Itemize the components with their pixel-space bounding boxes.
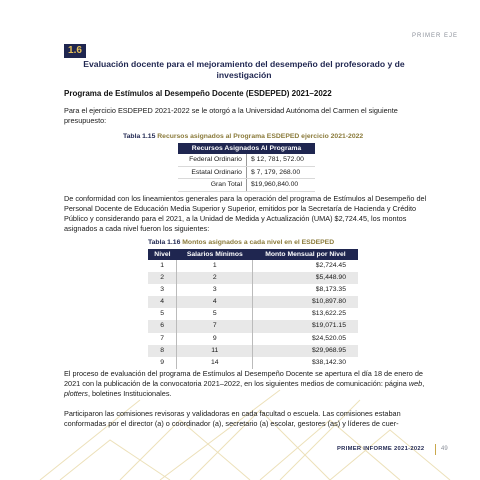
table-2-caption bbox=[148, 239, 334, 246]
process-text-end: , boletines Institucionales. bbox=[87, 389, 172, 398]
table-row bbox=[148, 320, 358, 332]
cell-nivel: 6 bbox=[148, 320, 177, 332]
levels-table bbox=[148, 249, 358, 369]
paragraph-guidelines: De conformidad con los lineamientos generales para la operación del programa de Estímulos al Desempeño del Personal Docente de Educación Media Superior y Superior, emitidos por la Secretaría de Hacienda y Crédito Público y considerando para el 2021, a la Unidad de Medida y Actualización (UMA) $2,724.45, los montos asignados a cada nivel fueron los siguientes: bbox=[64, 194, 427, 233]
process-text-web: web bbox=[408, 379, 423, 388]
resource-value: $ 12, 781, 572.00 bbox=[246, 154, 315, 166]
table-row bbox=[178, 166, 315, 179]
subsection-title: Programa de Estímulos al Desempeño Docente (ESDEPED) 2021–2022 bbox=[64, 89, 332, 98]
section-number-badge: 1.6 bbox=[64, 44, 86, 58]
cell-monto: $29,968.95 bbox=[253, 345, 358, 357]
cell-monto: $24,520.05 bbox=[311, 334, 346, 342]
paragraph-budget-intro: Para el ejercicio ESDEPED 2021-2022 se le otorgó a la Universidad Autónoma del Carmen el siguiente presupuesto: bbox=[64, 106, 398, 125]
page-number: 49 bbox=[441, 446, 448, 452]
cell-salarios: 7 bbox=[177, 320, 253, 332]
table-1-caption-text: Recursos asignados al Programa ESDEPED ejercicio 2021-2022 bbox=[157, 133, 364, 140]
cell-nivel: 4 bbox=[148, 296, 177, 308]
cell-nivel: 1 bbox=[148, 260, 177, 272]
table-row bbox=[178, 154, 315, 166]
running-header: PRIMER EJE bbox=[411, 33, 458, 39]
table-row bbox=[178, 179, 315, 192]
levels-col-nivel: Nivel bbox=[148, 249, 177, 260]
resource-label: Estatal Ordinario bbox=[178, 166, 246, 179]
resources-table bbox=[178, 143, 315, 192]
cell-salarios: 4 bbox=[177, 296, 253, 308]
cell-monto: $19,071.15 bbox=[253, 320, 358, 332]
footer-separator bbox=[435, 444, 436, 455]
cell-salarios: 2 bbox=[177, 272, 253, 284]
cell-salarios: 9 bbox=[177, 333, 253, 345]
footer-label: PRIMER INFORME 2021-2022 bbox=[337, 446, 425, 452]
table-2-caption-text: Montos asignados a cada nivel en el ESDEPED bbox=[182, 239, 335, 246]
cell-monto: $5,448.90 bbox=[253, 272, 358, 284]
resources-table-header: Recursos Asignados Al Programa bbox=[178, 143, 315, 154]
table-row bbox=[148, 284, 358, 296]
table-row bbox=[148, 333, 358, 345]
cell-monto: $13,622.25 bbox=[311, 310, 346, 318]
table-row bbox=[148, 272, 358, 284]
process-text-start: El proceso de evaluación del programa de Estímulos al Desempeño Docente se apertura el día 18 de enero de 2021 con la publicación de la convocatoria 2021–2022, en los siguientes medios de comunicación: página bbox=[64, 369, 423, 388]
paragraph-commissions: Participaron las comisiones revisoras y validadoras en cada facultad o escuela. Las comisiones estaban conformadas por el director (a) o coordinador (a), secretario (a) escolar, gestores (as) y líderes de cuer- bbox=[64, 409, 401, 428]
cell-monto: $8,173.35 bbox=[315, 286, 346, 294]
cell-monto: $2,724.45 bbox=[315, 262, 346, 269]
cell-salarios: 1 bbox=[177, 260, 253, 272]
cell-salarios: 14 bbox=[177, 357, 253, 369]
resource-value: $19,960,840.00 bbox=[246, 179, 315, 192]
resource-value: $ 7, 179, 268.00 bbox=[246, 166, 315, 179]
process-text-plotters: plotters bbox=[64, 389, 88, 398]
cell-nivel: 2 bbox=[148, 272, 177, 284]
table-1-caption bbox=[123, 133, 363, 140]
levels-col-monto: Monto Mensual por Nivel bbox=[253, 249, 358, 260]
paragraph-evaluation-process bbox=[64, 369, 436, 399]
cell-salarios: 11 bbox=[177, 345, 253, 357]
cell-monto: $10,897.80 bbox=[253, 296, 358, 308]
cell-salarios: 3 bbox=[177, 284, 253, 296]
levels-col-salarios: Salarios Mínimos bbox=[177, 249, 253, 260]
cell-monto: $38,142.30 bbox=[311, 358, 346, 366]
table-row bbox=[148, 357, 358, 369]
cell-salarios: 5 bbox=[177, 308, 253, 320]
cell-nivel: 7 bbox=[148, 333, 177, 345]
process-text-sep: , bbox=[422, 379, 425, 388]
table-row bbox=[148, 296, 358, 308]
resource-label: Federal Ordinario bbox=[178, 154, 246, 166]
resource-label: Gran Total bbox=[178, 179, 246, 192]
cell-nivel: 3 bbox=[148, 284, 177, 296]
table-row bbox=[148, 308, 358, 320]
table-1-caption-label: Tabla 1.15 bbox=[123, 133, 156, 140]
cell-nivel: 8 bbox=[148, 345, 177, 357]
table-2-caption-label: Tabla 1.16 bbox=[148, 239, 181, 246]
cell-nivel: 5 bbox=[148, 308, 177, 320]
section-title: Evaluación docente para el mejoramiento del desempeño del profesorado y de investigación bbox=[83, 59, 405, 80]
cell-nivel: 9 bbox=[148, 357, 177, 369]
table-row bbox=[148, 345, 358, 357]
table-row bbox=[148, 260, 358, 272]
